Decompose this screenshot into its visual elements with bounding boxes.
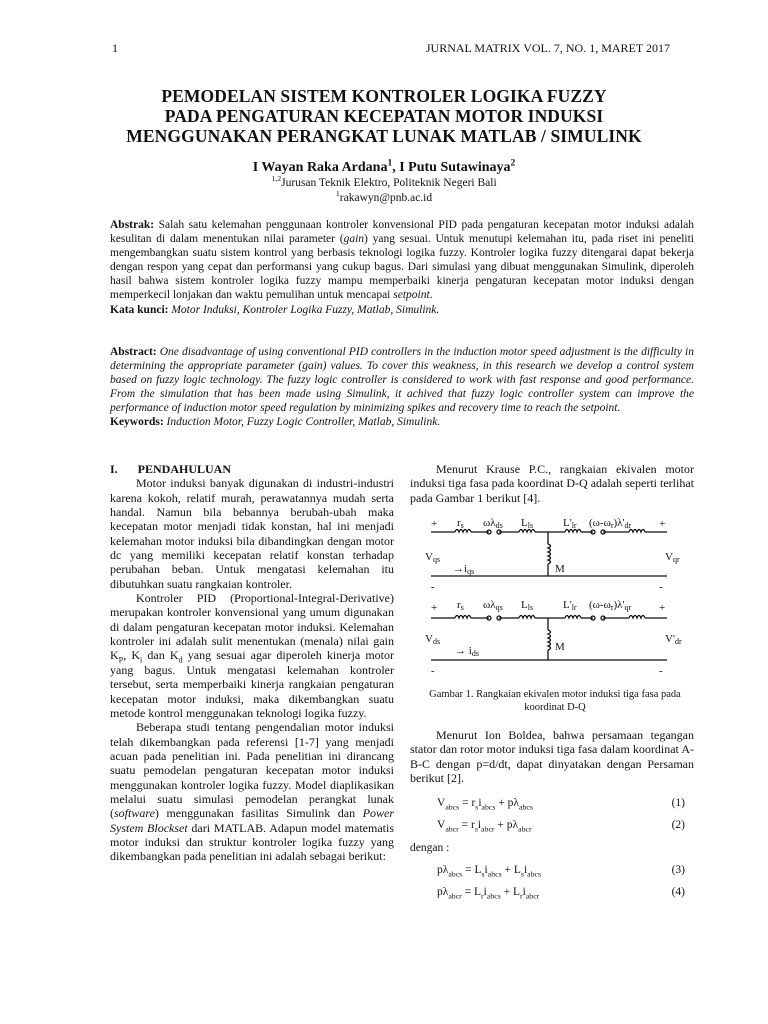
eq-sub: abcr [481,824,495,834]
abstrak-text: Salah satu kelemahan penggunaan kontroler konvensional PID pada pengaturan kecepatan motor induksi adalah kesulitan di dalam menentukan nilai parameter ( [110,219,694,246]
eq-sub: abcs [527,869,542,879]
paper-title [90,86,678,146]
eq-term: i [523,864,528,876]
kata-kunci: Motor Induksi, Kontroler Logika Fuzzy, Matlab, Simulink. [168,303,440,316]
keywords: Induction Motor, Fuzzy Logic Controller, Matlab, Simulink. [163,416,441,429]
text-run: ) menggunakan fasilitas Simulink dan [154,806,363,821]
eq-term: = r [458,819,475,831]
minus-sign: - [659,581,663,593]
rs-label: rs [457,599,464,612]
plus-sign: + [431,602,438,614]
paragraph: Motor induksi banyak digunakan di industri-industri karena kokoh, relatif murah, perawatannya mudah serta handal. Namun bila bebannya berubah-ubah maka kecepatan motor menjadi tidak konstan, hal ini menjadi kelemahan motor induksi bila dibandingkan dengan motor dc yang memiliki kecepatan relatif konstan terhadap perubahan beban. Untuk mengatasi kelemahan itu dibutuhkan suatu rangkaian kontroler. [110,476,394,591]
minus-sign: - [659,665,663,677]
eq-sub: abcr [525,891,540,901]
eq-term: pλ [437,886,449,898]
vdr-label: V'dr [665,633,682,646]
eq-term: i [478,797,482,809]
paragraph [110,591,394,720]
eq-sub: abcr [448,891,462,901]
slip-label: (ω-ωr)λ'qr [589,599,632,612]
section-number: I. [110,462,118,476]
eq-term: + pλ [495,797,519,809]
eq-term: = L [462,864,482,876]
plus-sign: + [659,518,666,530]
right-column-boldea [410,728,694,785]
title-line: MENGGUNAKAN PERANGKAT LUNAK MATLAB / SIMULINK [126,126,642,146]
keywords-label: Keywords: [110,416,164,429]
eq-sub: s [474,824,478,834]
equation-number: (3) [671,864,685,876]
sub-d: d [178,655,183,665]
dengan-label: dengan : [410,842,450,854]
email-sup: 1 [335,189,340,199]
author-separator: , [392,160,400,175]
abstrak-text: ) yang sesuai. Untuk menutupi kelemahan itu, pada riset ini peneliti mengembangkan suatu sistem kontrol yang berbasis teknologi logika fuzzy. Kontroler logika fuzzy ditengarai dapat bekerja dengan respon yang cepat dan performansi yang cukup bagus. Dari simulasi yang dibuat menggunakan Simulink, diperoleh hasil bahwa sistem kontroler logika fuzzy mampu memperbaiki kinerja pengaturan kecepatan motor induksi dengan memperkecil lonjakan dan waktu pemulihan untuk mencapai [110,233,694,302]
section-heading [110,462,394,476]
abstract-en [110,345,694,430]
eq-sub: abcr [445,824,459,834]
author-2-sup: 2 [510,158,516,169]
flux-label: ωλds [483,517,503,530]
paragraph [110,720,394,863]
text-run: Kontroler PID (Proportional-Integral-Derivative) merupakan kontroler konvensional yang umum digunakan di dalam pengaturan kecepatan motor induksi. Kelemahan kontroler ini adalah sulit menentukan (menala) nilai gain K [110,591,394,663]
plus-sign: + [659,602,666,614]
equation-1 [437,797,695,812]
eq-sub: abcs [487,869,502,879]
text-run: , K [123,648,141,663]
author-2: I Putu Sutawinaya [399,160,511,175]
affiliation-sup: 1,2 [271,174,282,184]
equivalent-circuit-figure [403,514,693,688]
title-line: PADA PENGATURAN KECEPATAN MOTOR INDUKSI [164,106,604,126]
eq-term: = r [459,797,476,809]
equation-4 [437,886,695,901]
section-title: PENDAHULUAN [137,462,232,476]
text-run: Beberapa studi tentang pengendalian motor induksi telah dikembangkan pada referensi [1-7] yang menjadi acuan pada penelitian ini. Pada penelitian ini dirancang suatu pemodelan pengaturan kecepatan motor induksi menggunakan kontroler logika fuzzy. Model diaplikasikan melalui suatu simulasi pemodelan perangkat lunak ( [110,720,394,821]
m-label: M [555,563,565,575]
eq-sub: abcs [445,802,460,812]
lls-label: Lls [521,599,534,612]
eq-term: = L [461,886,482,898]
rs-label: rs [457,517,464,530]
eq-sub: s [475,802,479,812]
abstrak-setpoint: setpoint [393,289,430,302]
eq-sub: abcs [518,802,533,812]
vds-label: Vds [425,633,441,646]
page-number: 1 [112,41,118,55]
eq-term: + L [500,886,521,898]
title-line: PEMODELAN SISTEM KONTROLER LOGIKA FUZZY [161,86,607,106]
vqs-label: Vqs [425,551,441,564]
eq-sub: r [481,891,484,901]
eq-term: i [522,886,526,898]
journal-header: JURNAL MATRIX VOL. 7, NO. 1, MARET 2017 [425,41,670,55]
eq-term: pλ [437,864,449,876]
author-1: I Wayan Raka Ardana [252,160,388,175]
text-run: dari MATLAB. Adapun model matematis motor induksi dan struktur kontroler logika fuzzy yang dikembangkan pada penelitian ini adalah sebagai berikut: [110,820,394,864]
figure-caption: Gambar 1. Rangkaian ekivalen motor induksi tiga fasa pada koordinat D-Q [429,689,681,713]
eq-sub: abcr [518,824,532,834]
right-column-intro [410,462,694,505]
kata-kunci-label: Kata kunci: [110,303,169,316]
ids-label: → ids [455,645,479,658]
abstract-label: Abstract: [110,346,157,358]
equation-number: (2) [671,819,685,831]
eq-term: i [484,864,488,876]
flux-label: ωλqs [483,599,503,612]
affiliation-text: Jurusan Teknik Elektro, Politeknik Negeri Bali [281,177,497,189]
lls-label: Lls [521,517,534,530]
eq-term: V [437,797,446,809]
authors [0,160,768,176]
minus-sign: - [431,665,435,677]
abstrak-end: . [429,289,433,302]
llr-label: L'lr [563,599,577,612]
equation-3 [437,864,695,879]
eq-sub: abcs [486,891,501,901]
eq-term: + L [501,864,521,876]
email-text: rakawyn@pnb.ac.id [339,192,433,204]
eq-term: V [437,819,446,831]
abstrak-label: Abstrak: [110,219,155,231]
eq-term: i [483,886,487,898]
iqs-label: →iqs [453,563,475,576]
abstract-text: One disadvantage of using conventional PID controllers in the induction motor speed adjustment is the difficulty in determining the appropriate parameter (gain) values. To cover this weakness, in this research we develop a control system based on fuzzy logic technology. The fuzzy logic controller is considered to work with fast response and good performance. From the simulation that has been made using Simulink, it achived that fuzzy logic controller system can improve the performance of induction motor speed regulation by minimizing spikes and recovery time to reach the setpoint. [110,346,694,415]
llr-label: L'lr [563,517,577,530]
text-run: dan K [142,648,179,663]
left-column [110,462,394,864]
eq-sub: abcs [448,869,463,879]
abstrak-gain: gain [343,233,365,246]
vqr-label: Vqr [665,551,680,564]
equation-2 [437,819,695,834]
plus-sign: + [431,518,438,530]
eq-sub: s [520,869,524,879]
minus-sign: - [431,581,435,593]
eq-sub: s [481,869,485,879]
equation-number: (4) [671,886,685,898]
eq-term: + pλ [494,819,519,831]
sub-p: P [118,655,124,665]
paragraph: Menurut Krause P.C., rangkaian ekivalen motor induksi tiga fasa pada koordinat D-Q adalah seperti terlihat pada Gambar 1 berikut [4]. [410,462,694,505]
eq-sub: abcs [481,802,496,812]
affiliation [0,174,768,189]
author-1-sup: 1 [387,158,393,169]
m-label: M [555,641,565,653]
equation-number: (1) [671,797,685,809]
slip-label: (ω-ωr)λ'dr [589,517,632,530]
text-italic: software [114,806,155,821]
text-run: yang sesuai agar diperoleh kinerja motor yang bagus. Untuk mengatasi kelemahan kontroler tersebut, serta memperbaiki kinerja rangkaian pengaturan kecepatan motor induksi, maka dikembangkan suatu metode kontrol menggunakan teknologi logika fuzzy. [110,648,394,720]
eq-sub: r [520,891,523,901]
abstrak [110,218,694,317]
sub-i: i [140,655,143,665]
eq-term: i [477,819,482,831]
email [0,189,768,204]
text-italic: Power System Blockset [110,806,394,835]
paragraph: Menurut Ion Boldea, bahwa persamaan tegangan stator dan rotor motor induksi tiga fasa dalam koordinat A-B-C dengan p=d/dt, dapat dinyatakan dengan Persaman berikut [2]. [410,728,694,786]
